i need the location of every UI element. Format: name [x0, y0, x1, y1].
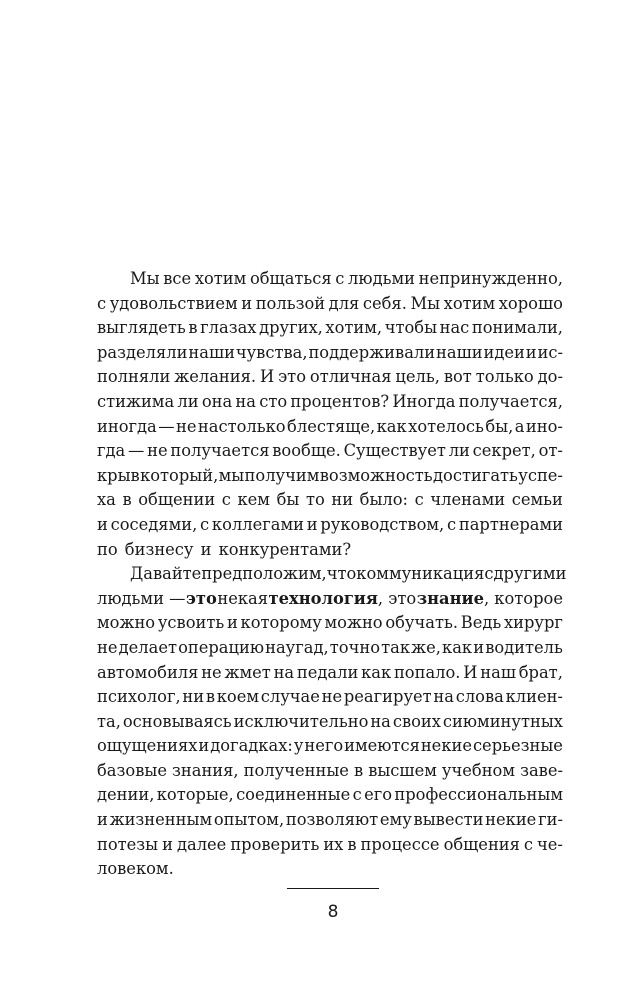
text-line [97, 685, 563, 710]
word: и [226, 613, 238, 633]
word: цель, [395, 367, 440, 387]
word: пользой [255, 293, 326, 313]
word: так [381, 637, 411, 657]
word: жизненным [109, 810, 213, 830]
word: идеи [483, 342, 525, 362]
word: ги- [538, 810, 563, 830]
word: соединенные [236, 785, 351, 805]
word: операцию [178, 637, 264, 657]
word: автомобиля [97, 662, 199, 682]
text-line [97, 292, 563, 317]
word: коммуникация [356, 564, 485, 584]
word: другими [493, 564, 567, 584]
text-line [97, 808, 563, 833]
word: что [326, 564, 357, 584]
word: ему [379, 810, 412, 830]
text-line [97, 833, 563, 858]
word: крыв [97, 465, 140, 485]
word: с [523, 834, 534, 854]
word: получим [244, 465, 320, 485]
word: хорошо [498, 293, 563, 313]
word: коем [216, 687, 260, 707]
word: ни [182, 687, 205, 707]
word: руководством, [320, 514, 445, 534]
word: ощущениях [97, 736, 198, 756]
word: разделяли [97, 342, 188, 362]
word: случае [260, 687, 320, 707]
text-line [97, 390, 563, 415]
word: же, [411, 637, 441, 657]
word: процентов? [290, 391, 390, 411]
word: клиен- [505, 687, 563, 707]
text-line [97, 734, 563, 759]
word: глазах [200, 318, 257, 338]
text-line [97, 661, 563, 686]
word: мы [218, 465, 245, 485]
word: вот [443, 367, 472, 387]
word: высшем [368, 760, 437, 780]
connector-text: , это [377, 588, 417, 608]
text-line [97, 783, 563, 808]
word: сто [259, 391, 288, 411]
word: и [473, 637, 485, 657]
word: жмет [224, 662, 271, 682]
word: ли [448, 441, 470, 461]
word: заве- [520, 760, 563, 780]
word: от- [538, 441, 563, 461]
word: своих [392, 711, 441, 731]
text-line: по бизнесу и конкурентами? [97, 539, 352, 559]
term-group [417, 587, 563, 612]
word: брат, [518, 662, 563, 682]
word: партнерами [458, 514, 563, 534]
word: получается, [458, 391, 563, 411]
word: на [235, 391, 256, 411]
word: наши [188, 342, 235, 362]
word: в [347, 834, 357, 854]
word: и [525, 342, 537, 362]
word: людьми [348, 269, 415, 288]
word: получается [170, 441, 270, 461]
word: иногда [97, 416, 157, 436]
word: исключительно [233, 711, 369, 731]
word: и [97, 810, 108, 830]
trailing-text: , которое [483, 588, 563, 608]
text-line [97, 341, 563, 366]
word: психолог, [97, 687, 181, 707]
word: полняли [97, 367, 171, 387]
word: реагирует [343, 687, 432, 707]
word: и [97, 514, 108, 534]
word: И [259, 367, 275, 387]
paragraph-2 [97, 562, 567, 882]
word: и [241, 293, 253, 313]
word: хотим [443, 293, 496, 313]
word: профессиональным [394, 785, 563, 805]
text-line [97, 267, 563, 292]
word: соседями, [110, 514, 198, 534]
word: основываясь [122, 711, 232, 731]
word: желания. [174, 367, 257, 387]
term-group [269, 587, 417, 612]
word: водитель [485, 637, 563, 657]
word: опытом, [213, 810, 285, 830]
word: че- [537, 834, 563, 854]
footer-divider [287, 888, 379, 889]
emphasis-lead: людьми — [97, 588, 186, 608]
word: это [278, 367, 306, 387]
word: с [446, 514, 457, 534]
word: не [97, 637, 118, 657]
word: блестяще, [287, 416, 376, 436]
word: Давайте [130, 564, 202, 584]
text-line [97, 759, 563, 784]
word: успе- [518, 465, 563, 485]
word: семьи [511, 490, 563, 510]
word: него [304, 736, 344, 756]
word: можно [97, 613, 156, 633]
word: возможность [319, 465, 433, 485]
word: слова [455, 687, 504, 707]
word: позволяют [285, 810, 379, 830]
word: не [147, 441, 168, 461]
word: дении, [97, 785, 155, 805]
word: других, [259, 318, 323, 338]
word: только [475, 367, 534, 387]
word: ис- [537, 342, 563, 362]
word: — [128, 441, 145, 461]
word: вывести [413, 810, 484, 830]
word: в [353, 760, 364, 780]
word: знания, [172, 760, 239, 780]
word: догадках: [210, 736, 293, 756]
word: которые, [156, 785, 234, 805]
word: все [163, 269, 192, 288]
word: не [321, 687, 343, 707]
word: та, [97, 711, 121, 731]
word: кем [237, 490, 270, 510]
word: как [361, 662, 392, 682]
word: с [352, 785, 362, 805]
word: в [188, 318, 198, 338]
word: усвоить [157, 613, 225, 633]
word: хотим, [325, 318, 383, 338]
word: имеются [344, 736, 420, 756]
word: она [201, 391, 233, 411]
word: хирург [503, 613, 563, 633]
word: с [335, 269, 345, 288]
word: Иногда [392, 391, 456, 411]
word: то [305, 490, 325, 510]
text-line [97, 636, 563, 661]
word: бы [276, 490, 300, 510]
word: настолько [197, 416, 286, 436]
word: точно [329, 637, 381, 657]
word: на [433, 687, 454, 707]
word: поддерживали [308, 342, 436, 362]
word: серьезные [472, 736, 563, 756]
word: Мы [410, 293, 441, 313]
word: далее [176, 834, 227, 854]
word: который, [140, 465, 219, 485]
word: некие [485, 810, 537, 830]
word: выглядеть [97, 318, 186, 338]
word: секрет, [472, 441, 536, 461]
text-line [97, 488, 563, 513]
word: с [97, 293, 107, 313]
word: Существует [343, 441, 446, 461]
word: гда [97, 441, 126, 461]
text-line [97, 562, 567, 587]
word: на [273, 662, 295, 682]
word: непринужденно, [418, 269, 563, 288]
word: а [514, 416, 525, 436]
word: процессе [360, 834, 440, 854]
word: ли [177, 391, 199, 411]
page-number: 8 [327, 902, 339, 922]
word: общения [443, 834, 520, 854]
word: в [205, 687, 215, 707]
text-line [97, 611, 563, 636]
text-line [97, 316, 563, 341]
text-line [97, 464, 563, 489]
word: наугад, [265, 637, 329, 657]
word: как [442, 637, 473, 657]
word: бы, [485, 416, 514, 436]
word: ни [331, 490, 354, 510]
word: которому [240, 613, 322, 633]
word: чтобы [384, 318, 438, 338]
text-line [97, 415, 563, 440]
word: хотелось [408, 416, 484, 436]
word: учебном [441, 760, 516, 780]
word: отличная [309, 367, 392, 387]
text-line [97, 513, 563, 538]
paragraph-1 [97, 267, 563, 562]
word: и [162, 834, 173, 854]
word: базовые [97, 760, 167, 780]
word: его [364, 785, 393, 805]
word: с [414, 490, 424, 510]
word: потезы [97, 834, 159, 854]
word: стижима [97, 391, 175, 411]
word: членами [430, 490, 506, 510]
word: не [175, 416, 197, 436]
word: и [306, 514, 318, 534]
word: с [221, 490, 231, 510]
word: коллегами [211, 514, 304, 534]
word: их [323, 834, 344, 854]
text-line [97, 439, 563, 464]
word: некие [420, 736, 472, 756]
body-text [97, 267, 567, 882]
text-line [97, 365, 563, 390]
word: как [376, 416, 407, 436]
word: удовольствием [109, 293, 238, 313]
word: проверить [230, 834, 320, 854]
word: можно [324, 613, 383, 633]
word: попало. [393, 662, 461, 682]
word: Мы [130, 269, 160, 288]
word: было: [359, 490, 409, 510]
word: Ведь [460, 613, 502, 633]
word: нас [439, 318, 470, 338]
word: наш [480, 662, 516, 682]
text-line: ловеком. [97, 859, 174, 879]
word: делает [118, 637, 177, 657]
word: на [370, 711, 391, 731]
word: чувства, [235, 342, 308, 362]
word: И [463, 662, 478, 682]
word: предположим, [201, 564, 327, 584]
term-knowledge: знание [416, 588, 484, 608]
word: общении [138, 490, 216, 510]
word: наши [436, 342, 483, 362]
word: — [158, 416, 175, 436]
word: сиюминутных [442, 711, 563, 731]
emphasis-word: это [185, 588, 217, 608]
word: и [198, 736, 210, 756]
word: до- [537, 367, 563, 387]
word: педали [296, 662, 359, 682]
word: для [328, 293, 360, 313]
word: обучать. [385, 613, 459, 633]
word: общаться [249, 269, 332, 288]
word: понимали, [471, 318, 563, 338]
word: хотим [194, 269, 247, 288]
word: вообще. [272, 441, 341, 461]
word: себя. [362, 293, 407, 313]
text-line-emphasis [97, 587, 563, 612]
word: полученные [243, 760, 349, 780]
term-technology: технология [268, 588, 378, 608]
word: у [293, 736, 304, 756]
word: достигать [433, 465, 518, 485]
word: в [122, 490, 132, 510]
word: с [484, 564, 494, 584]
word: с [200, 514, 210, 534]
word: ино- [525, 416, 563, 436]
word: не [201, 662, 222, 682]
word: ха [97, 490, 116, 510]
text-line [97, 710, 563, 735]
connector-word: некая [217, 588, 268, 608]
